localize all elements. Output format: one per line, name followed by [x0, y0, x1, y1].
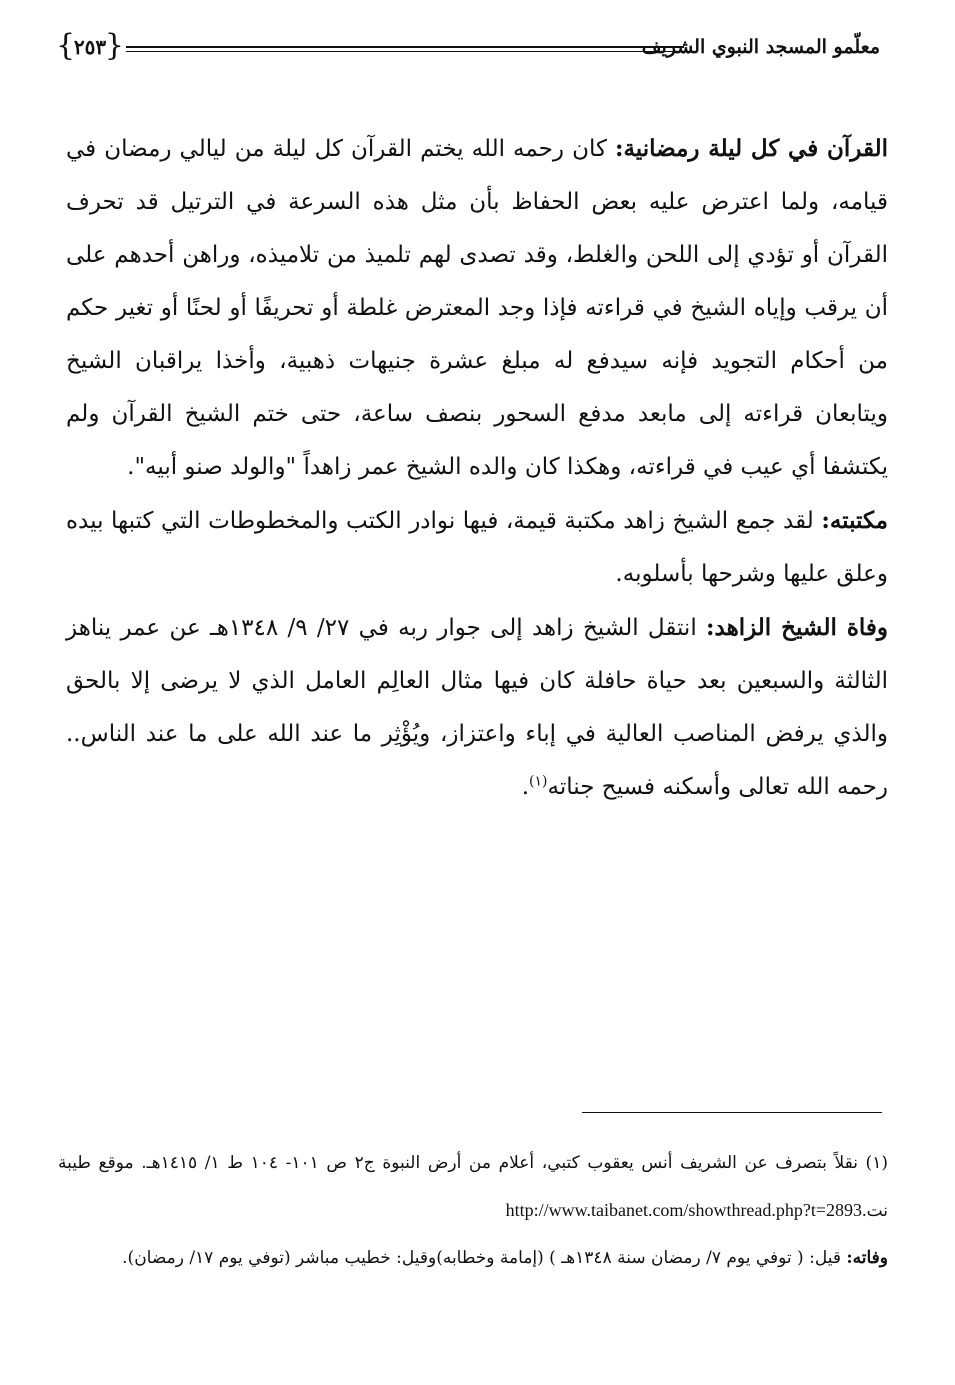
paragraph-heading: مكتبته:: [821, 507, 888, 534]
paragraph-body: كان رحمه الله يختم القرآن كل ليلة من ليالي رمضان في قيامه، ولما اعترض عليه بعض الحفاظ بأن مثل هذه السرعة في الترتيل قد تحرف القرآن أو تؤدي إلى اللحن والغلط، وقد تصدى لهم تلميذ من تلاميذه، وراهن أحدهم على أن يرقب وإياه الشيخ في قراءته فإذا وجد المعترض غلطة أو تحريفًا أو لحنًا أو تغير حكم من أحكام التجويد فإنه سيدفع له مبلغ عشرة جنيهات ذهبية، وأخذا يراقبان الشيخ ويتابعان قراءته إلى مابعد مدفع السحور بنصف ساعة، حتى ختم الشيخ القرآن ولم يكتشفا أي عيب في قراءته، وهكذا كان والده الشيخ عمر زاهداً "والولد صنو أبيه".: [66, 136, 888, 480]
footnotes: [58, 1140, 888, 1282]
footnote-1: [58, 1140, 888, 1235]
paragraph-body: انتقل الشيخ زاهد إلى جوار ربه في ٢٧/ ٩/ ١٣٤٨هـ عن عمر يناهز الثالثة والسبعين بعد حياة حافلة كان فيها مثال العالِم العامل الذي لا يرضى إلا بالحق والذي يرفض المناصب العالية في إباء واعتزاز، ويُؤْثِر ما عند الله على ما عند الناس.. رحمه الله تعالى وأسكنه فسيح جناته: [66, 615, 888, 800]
paragraph-library: [66, 494, 888, 601]
main-text: [66, 122, 888, 814]
footnote-separator: [582, 1112, 882, 1113]
footnote-2: [58, 1235, 888, 1282]
footnote-2-heading: وفاته:: [846, 1248, 888, 1268]
paragraph-heading: وفاة الشيخ الزاهد:: [706, 614, 888, 641]
footnote-1-text: (١) نقلاً بتصرف عن الشريف أنس يعقوب كتبي، أعلام من أرض النبوة ج٢ ص ١٠١- ١٠٤ ط ١/ ١٤١٥هـ. موقع طيبة نت: [58, 1153, 888, 1221]
footnote-reference[interactable]: (١): [529, 773, 548, 790]
page-number: { ٢٥٣ }: [60, 30, 120, 64]
paragraph-heading: القرآن في كل ليلة رمضانية:: [614, 135, 888, 162]
footnote-1-url[interactable]: http://www.taibanet.com/showthread.php?t=2893.: [505, 1200, 867, 1220]
running-title: معلّمو المسجد النبوي الشريف: [641, 36, 880, 58]
paragraph-quran: [66, 122, 888, 494]
paragraph-end: .: [521, 774, 530, 800]
footnote-2-text: قيل: ( توفي يوم ٧/ رمضان سنة ١٣٤٨هـ ) (إمامة وخطابه)وقيل: خطيب مباشر (توفي يوم ١٧/ رمضان).: [122, 1248, 847, 1268]
paragraph-body: لقد جمع الشيخ زاهد مكتبة قيمة، فيها نوادر الكتب والمخطوطات التي كتبها بيده وعلق عليها وشرحها بأسلوبه.: [66, 508, 888, 587]
page-header: [60, 28, 880, 72]
header-rule: [126, 46, 684, 52]
paragraph-death: [66, 601, 888, 814]
